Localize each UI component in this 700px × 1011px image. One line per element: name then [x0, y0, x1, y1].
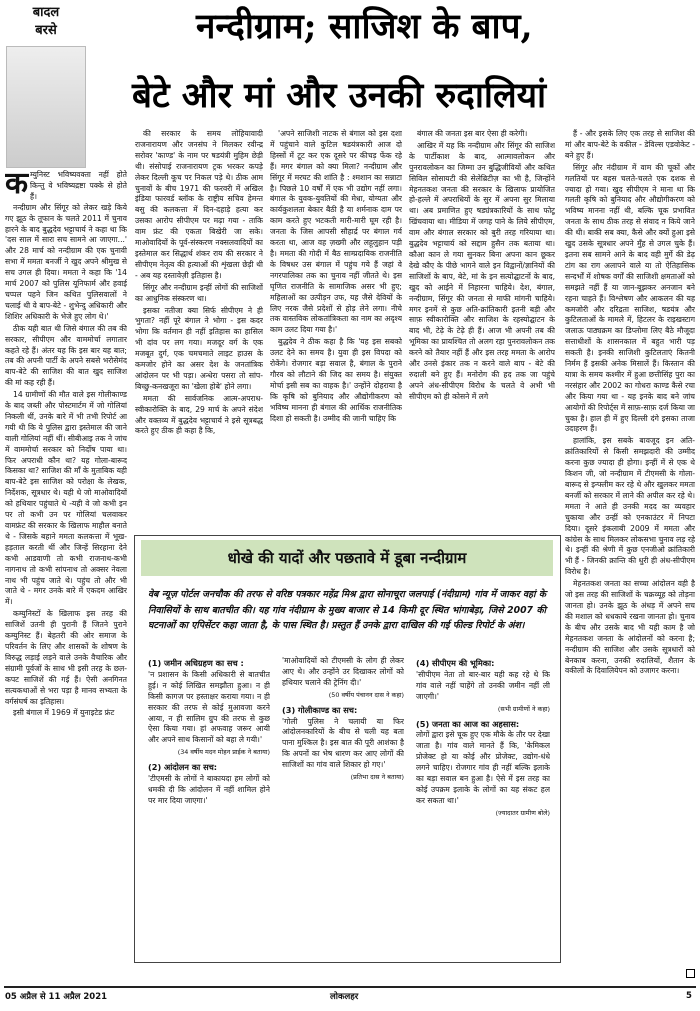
paragraph: सिंगूर और नन्दीग्राम इन्हीं लोगों की साजिशों का आधुनिक संस्करण था।: [135, 282, 263, 303]
paragraph: कम्युनिस्टों के खिलाफ इस तरह की साजिशें उतनी ही पुरानी हैं जितने पुराने कम्युनिस्ट हैं। बेहतरी की ओर समाज के परिवर्तन के लिए और शासकों के शोषण के विरुद्ध लड़ाई लड़ने वाले उनके वैचारिक और संग्रामी पूर्वजों के साथ भी इसी तरह के छल-कपट साजिशें की गई हैं। ऐसी अनगिनत सत्यकथाओं से भरा पड़ा है मानव सभ्यता के वर्गसंघर्ष का इतिहास।: [5, 609, 127, 706]
paragraph: की सरकार के समय लोहियावादी राजनारायण और जनसंघ ने मिलकर रवीन्द्र सरोवर 'काण्ड' के नाम पर षडयंत्री मुहिम छेड़ी थी। संसोपाई राजनारायण ट्रक भरकर कपड़े लेकर दिल्ली कूच पर निकल पड़े थे। ठीक आम चुनावों के बीच 1971 की फरवरी में अखिल इंडिया फारवर्ड ब्लॉक के राष्ट्रीय सचिव हेमन्त बसु की कलकत्ता में दिन-दहाड़े हत्या कर उसका आरोप सीपीएम पर मढ़ा गया - ताकि वाम फ्रंट की एकता बिखेरी जा सके। माओवादियों के पूर्व-संस्करण नक्सलवादियों का इस्तेमाल कर सिद्धार्थ शंकर राय की सरकार ने सीपीएम नेतृत्व की हत्याओं की शृंखला छेड़ी थी - अब यह दस्तावेज़ी इतिहास है।: [135, 129, 263, 280]
paragraph: बंगाल की जनता इस बार ऐसा ही करेगी।: [417, 129, 528, 138]
footer-publication: लोकलहर: [330, 992, 359, 1002]
paragraph: हैं - और इसके लिए एक तरह से साजिश की मां और बाप-बेटे के वकील - डेविल्स एडवोकेट - बने हुए हैं।: [565, 129, 695, 160]
paragraph: 'अपने साजिशी नाटक से बंगाल को इस दशा में पहुंचाने वाले कुटिल षडयंत्रकारी आज दो हिस्सों में टूट कर एक दूसरे पर कीचड़ फेंक रहे हैं। मगर बंगाल को क्या मिला? नन्दीग्राम और सिंगूर में मरघट की शांति है : श्मशान का सन्नाटा है। पिछले 10 वर्षों में एक भी उद्योग नहीं लगा। बंगाल के युवक-युवतियों की मेधा, योग्यता और कार्यकुशलता बेकार बैठी है या शर्मनाक दाम पर काम करते हुए भटकती मारी-मारी घूम रही है। जनता के जिस आपसी सौहार्द्र पर बंगाल गर्व करता था, आज वह ज़ख्मी और लहूलुहान पड़ी है। ममता की गोदी में बैठ साम्प्रदायिक राजनीति के विषधर उस बंगाल में पहुंच गये हैं जहां वे नगरपालिका तक का चुनाव नहीं जीतते थे। इस घृणित राजनीति के सामाजिक असर भी हुए; महिलाओं का उत्पीड़न उफ, यह जैसे देवियों के लिए नरक जैसे प्रदेशों से होड़ लेने लगा। नीचे तक वास्तविक लोकतांत्रिकता का नाम का अदृश्य काम उलट दिया गया है।': [270, 129, 402, 335]
paragraph: इसका नतीजा क्या सिर्फ सीपीएम ने ही भुगता? नहीं पूरे बंगाल ने भोगा - इस कदर भोगा कि वर्तमान ही नहीं इतिहास का हासिल भी दांव पर लग गया। मजदूर वर्ग के एक मजबूत दुर्ग, एक चमचमाते लाइट हाउस के कमजोर होने का असर देश के जनतांत्रिक आंदोलन पर भी पड़ा। अन्धेरा पसरा तो सांप-बिच्छु-कनखजूरा का 'खेला होबे' होने लगा।: [135, 305, 263, 391]
paragraph: इसी बंगाल में 1969 में युनाइटेड फ्रंट: [13, 708, 115, 718]
byline-line2: बरसे: [35, 23, 57, 38]
section-title: (3) गोलीकाण्ड का सच:: [282, 704, 358, 715]
section-source: (34 वर्षीय मदन मोहन प्राईक ने बताया): [177, 748, 270, 757]
paragraph: हालांकि, इस सबके बावजूद इन अति-क्रांतिकारियों से किसी समझदारी की उम्मीद करना कुछ ज्यादा ही होगा। इन्हीं में से एक थे किशन जी, जो नन्दीग्राम में टीएमसी के गोला-बारूद से इन्फ्लीम कर रहे थे और खुलकर ममता बनर्जी को सरकार में लाने की अपील कर रहे थे। ममता ने आते ही उनकी मदद का व्यवहार चुकाया और उन्हीं को एनकाउंटर में निपटा दिया। दूसरे इंकलाबी 2009 में ममता और कांग्रेस के साथ मिलकर लोकसभा चुनाव लड़ रहे थे। इन्हीं की श्रेणी में कुछ एनजीओ क्रांतिकारी भी हैं - जिनकी क्रान्ति की धुरी ही अंध-सीपीएम विरोध है।: [565, 436, 695, 577]
section-text: 'गोली पुलिस ने चलायी या फिर आंदोलनकारियों के बीच से चली यह बता पाना मुश्किल है। इस बात की पूरी आशंका है कि अपनों का भेष धारण कर आए लोगों की साजिशों का गांव वाले शिकार हो गए।': [282, 716, 404, 770]
section-source: (50 वर्षीय पंचानन दास ने कहा): [328, 690, 404, 699]
box-intro: वेब न्यूज़ पोर्टल जनचौक की तरफ से वरिष्ठ पत्रकार महेंद्र मिश्र द्वारा सोनाचूरा जलपाई (नंदीग्राम) गांव में जाकर वहां के निवासियों के साथ बातचीत की। यह गांव नंदीग्राम के मुख्य बाजार से 14 किमी दूर स्थित भांगाबेड़ा, जिसे 2007 की घटनाओं का एपिसेंटर कहा जाता है, के पास स्थित है। प्रस्तुत हैं उनके द्वारा दाखिल की गई फील्ड रिपोर्ट के अंश।: [148, 589, 546, 631]
paragraph: ठीक यही बात थी जिसे बंगाल की तब की सरकार, सीपीएम और वाममोर्चा लगातार कहते रहे हैं। अंतर यह कि इस बार यह बात; तब की अपनी पार्टी के अपने सबसे भरोसेमंद बाप-बेटे की साजिश की बात खुद साजिश की मां कह रही हैं।: [5, 323, 127, 388]
byline: [6, 4, 86, 40]
section-title: (4) सीपीएम की भूमिका:: [416, 658, 495, 668]
section-text: लोगों द्वारा इसे चूक हुए एक मौके के तौर पर देखा जाता है। गांव वाले मानते हैं कि, 'केमिकल प्रोजेक्ट हो या कोई और प्रोजेक्ट, उद्योग-धंधे लगने चाहिए। रोजगार गांव ही नहीं बल्कि इलाके का बड़ा सवाल बन हुआ है। ऐसे में इस तरह का कोई उपक्रम इलाके के लोगों का यह संकट हल कर सकता था।': [416, 730, 550, 805]
footer-page-number: 5: [686, 991, 692, 1001]
paragraph: नन्दीग्राम और सिंगूर को लेकर खड़े किये गए झूठ के तूफान के चलते 2011 में चुनाव हारने के बाद बुद्धदेव भट्टाचार्य ने कहा था कि 'दस साल में सारा सच सामने आ जाएगा...' और 28 मार्च को नन्दीग्राम की एक चुनावी सभा में ममता बनर्जी ने खुद अपने श्रीमुख से सच उगल ही दिया। ममता ने कहा कि '14 मार्च 2007 को पुलिस यूनिफार्म और हवाई चप्पल पहने जिन कथित पुलिसवालों ने चलाई थी वे बाप-बेटे - शुभेन्दु अधिकारी और शिशिर अधिकारी के भेजे हुए लोग थे।': [5, 202, 127, 321]
column-5: [565, 129, 695, 983]
paragraph: 14 ग्रामीणों की मौत वाले इस गोलीकाण्ड के बाद जब्ती और पोस्टमार्टम में जो गोलियां निकली थीं, उनके बारे में भी तभी रिपोर्ट आ गयी थी कि ये पुलिस द्वारा इस्तेमाल की जाने वाली गोलियां नहीं थीं। सीबीआइ तक ने जांच में वाममोर्चा सरकार को निर्दोष पाया था। फिर अपराधी कौन था? यह गोला-बारूद किसका था? साजिश की माँ के मुताबिक यही बाप-बेटे इस साजिश को परोक्षा के लेखक, निर्देशक, सूत्रधार थे। यही थे जो माओवादियों को हथियार पहुंचाते थे -यही वे जो कभी इन पर तो कभी उन पर गोलियां चलवाकर वामफ्रंट की सरकार के खिलाफ माहौल बनाते थे - जिसके बहाने ममता कलकत्ता में भूख-हड़ताल करती थीं और जिन्हें सिरहाना देने कभी आडवाणी तो कभी राजनाथ-कभी नागनाथ तो कभी सांपनाथ तो अक्सर नेवला नाथ भी पहुंच जाते थे। पहुंच तो और भी जाते थे - मगर उनके बारे में एकदम आखिर में।: [5, 390, 127, 607]
section-text: 'न प्रशासन के किसी अधिकारी से बातचीत हुई। न कोई लिखित समझौता हुआ। न ही किसी कागज पर हस्ताक्षर कराया गया। न ही सरकार की तरफ से कोई मुआवजा करने आया, न ही सालिम ग्रुप की तरफ से कुछ ऐसा किया गया। हां अफवाह जरूर आयी और अपने साथ किसानों को बहा ले गयी।': [148, 669, 270, 745]
author-photo: [6, 46, 86, 168]
paragraph: ममता की सार्वजनिक आत्म-अपराध-स्वीकारोक्ति के बाद, 29 मार्च के अपने संदेश और वक्तव्य में बुद्धदेव भट्टाचार्य ने इसे सूत्रबद्ध करते हुए ठीक ही कहा है कि,: [135, 393, 263, 436]
lead-text: म्युनिस्ट भविष्यवक्ता नहीं होते किन्तु वे भविष्यद्रष्टा पक्के से होते हैं।: [30, 170, 127, 201]
end-mark: [686, 969, 695, 978]
paragraph: आखिर में यह कि नन्दीग्राम और सिंगूर की साजिश के पार्टीकाश के बाद, आत्मावलोकन और पुनरावलोकन का जिम्मा उन बुद्धिजीवियों और कथित सिविल सोसायटी की सेलेब्रिटीज़ का भी है, जिन्होंने मेहनतकश जनता की सरकार के खिलाफ प्रायोजित हो-हल्ले में अपराधियों के सुर में अपना सुर मिलाया था। अब प्रमाणित हुए षड्यंत्रकारियों के साथ फोटू खिंचवाया था। मीडिया में जगह पाने के लिये सीपीएम, वाम और बंगाल सरकार को बुरी तरह गरियाया था। बुद्धदेव भट्टाचार्य को सद्दाम हुसैन तक बताया था। कौआ कान ले गया सुनकर बिना अपना कान छूकर देखे कौए के पीछे भागने वाले इन विद्वानों/ज्ञानियों की साजिशों के बाप, बेटे, मां के इन सत्योद्घाटनों के बाद, खुद को आईने में निहारना चाहिये। देश, बंगाल, नन्दीग्राम, सिंगूर की जनता से माफी मांगनी चाहिये। मगर इनमें से कुछ अति-क्रांतिकारी इतनी बड़ी और साफ़ स्वीकारोक्ति और साजिश के रहस्योद्घाटन के बाद भी, टेढ़े के टेढ़े ही हैं। आज भी अपनी तब की भूमिका का प्रायश्चित तो अलग रहा पुनरावलोकन तक करने को तैयार नहीं हैं और इस तरह ममता के आरोप और उनसे इंकार तक न करने वाले बाप - बेटे की रुदाली बने हुए हैं। मनोरोग की हद तक जा पहुंचे अपने अंध-सीपीएम विरोध के चलते वे अभी भी सीपीएम को ही कोसने में लगे: [409, 140, 555, 401]
drop-cap: क: [5, 170, 29, 201]
paragraph: मेहनतकश जनता का सच्चा आंदोलन वही है जो इस तरह की साजिशों के चक्रव्यूह को तोड़ना जानता हो। उनके झूठ के अंधड़ में अपने सच की मशाल को धधकाये रखना जानता हो। चुनाव के बीच और उसके बाद भी यही काम है जो मेहनतकश जनता के आंदोलनों को करना है; नन्दीग्राम की साजिश और उसके सूत्रधारों को बेनकाब करना, उनकी रुदालियों, शैतान के वकीलों के दिवालियेपन को उजागर करना।: [565, 579, 695, 676]
byline-line1: बादल: [32, 5, 60, 20]
column-4: [409, 129, 555, 533]
section-title: (1) जमीन अधिग्रहण का सच :: [148, 658, 244, 668]
box-headline: धोखे की यादों और पछतावे में डूबा नन्दीग्राम: [141, 540, 553, 576]
paragraph: बुद्धदेव ने ठीक कहा है कि 'यह इस सबको उलट देने का समय है। युवा ही इस विपदा को रोकेंगे। रोजगार बड़ा सवाल है, बंगाल के पुराने गौरव को लौटाने की जिद का समय है। संयुक्त मोर्चा इसी सब का वाहक है।' उन्होंने दोहराया है कि कृषि को बुनियाद और औद्योगीकरण को भविष्य मानना ही बंगाल की आर्थिक राजनीतिक दिशा हो सकती है। उम्मीद की जानी चाहिए कि: [270, 337, 402, 423]
box-column-2: [282, 656, 404, 956]
headline-line2: बेटे और मां और उनकी रुदालियां: [132, 75, 547, 116]
headline-line1: नन्दीग्राम; साजिश के बाप,: [196, 6, 533, 47]
column-2: [135, 129, 263, 533]
paragraph: सिंगूर और नंदीग्राम में वाम की चूकों और गलतियों पर बहस चलते-चलते एक दशक से ज्यादा हो गया। खुद सीपीएम ने माना था कि गलती कृषि को बुनियाद और औद्योगीकरण को भविष्य मानना नहीं थी, बल्कि चूक प्रभावित जनता के साथ ठीक तरह से संवाद न किये जाने की थी। बाकी सब क्या, कैसे और क्यों हुआ इसे खुद उसके सूत्रधार अपने मुँह से उगल चुके हैं। इतना सब सामने आने के बाद वही मुर्गे की डेढ़ टांग का राग अलापने वाले या तो ऐतिहासिक सन्दर्भों में शोषक वर्गों की साजिशी क्षमताओं को समझते नहीं हैं या जान-बूझकर अनजान बने रहना चाहते हैं। विश्लेषण और आकलन की यह कमजोरी और दरिद्रता साजिश, षडयंत्र और कुटिलताओं के मामले में, हिटलर के राइखस्टाग जलाऊ पाठ्यक्रम का डिप्लोमा लिए बैठे मौजूदा सत्ताधीशों के शासनकाल में बहुत भारी पड़ सकती है। इनकी साजिशी कुटिलताएं कितनी निर्मम हैं इसकी अनेक मिसालें हैं। किस्तान की यात्रा के समय कश्मीर में हुआ छत्तीसिंह पुरा का नरसंहार और 2002 का गोधरा काण्ड कैसे रचा और किया गया था - यह इनके बाद बने जांच आयोगों की रिपोर्ट्स में साफ़-साफ़ दर्ज किया जा चुका है। हाल ही में हुए दिल्ली दंगे इसका ताजा उदाहरण हैं।: [565, 162, 695, 434]
section-source: (प्रतिभा दास ने बताया): [350, 773, 404, 782]
section-source: (सभी ग्रामीणों ने कहा): [497, 704, 550, 713]
section-source: (ज्यादातर ग्रामीण बोले): [495, 808, 550, 817]
column-3: [270, 129, 402, 533]
footer-date: 05 अप्रैल से 11 अप्रैल 2021: [5, 992, 108, 1002]
box-column-3: [416, 656, 550, 956]
section-text: 'सीपीएम नेता तो बार-बार यही कह रहे थे कि गांव वाले नहीं चाहेंगे तो उनकी जमीन नहीं ली जाएगी।': [416, 669, 550, 701]
section-text: 'टीएमसी के लोगों ने बाकायदा हम लोगों को धमकी दी कि आंदोलन में नहीं शामिल होने पर मार दिया जाएगा।': [148, 774, 270, 805]
footer-rule: [4, 986, 696, 988]
column-1: [5, 170, 127, 982]
section-text: 'माओवादियों को टीएमसी के लोग ही लेकर आए थे। और उन्होंने उर दिखाकर लोगों को हथियार चलाने की ट्रेनिंग दी।': [282, 656, 404, 687]
box-column-1: [148, 656, 270, 956]
section-title: (2) आंदोलन का सच:: [148, 762, 218, 773]
section-title: (5) जनता का आज का अहसास:: [416, 718, 520, 729]
